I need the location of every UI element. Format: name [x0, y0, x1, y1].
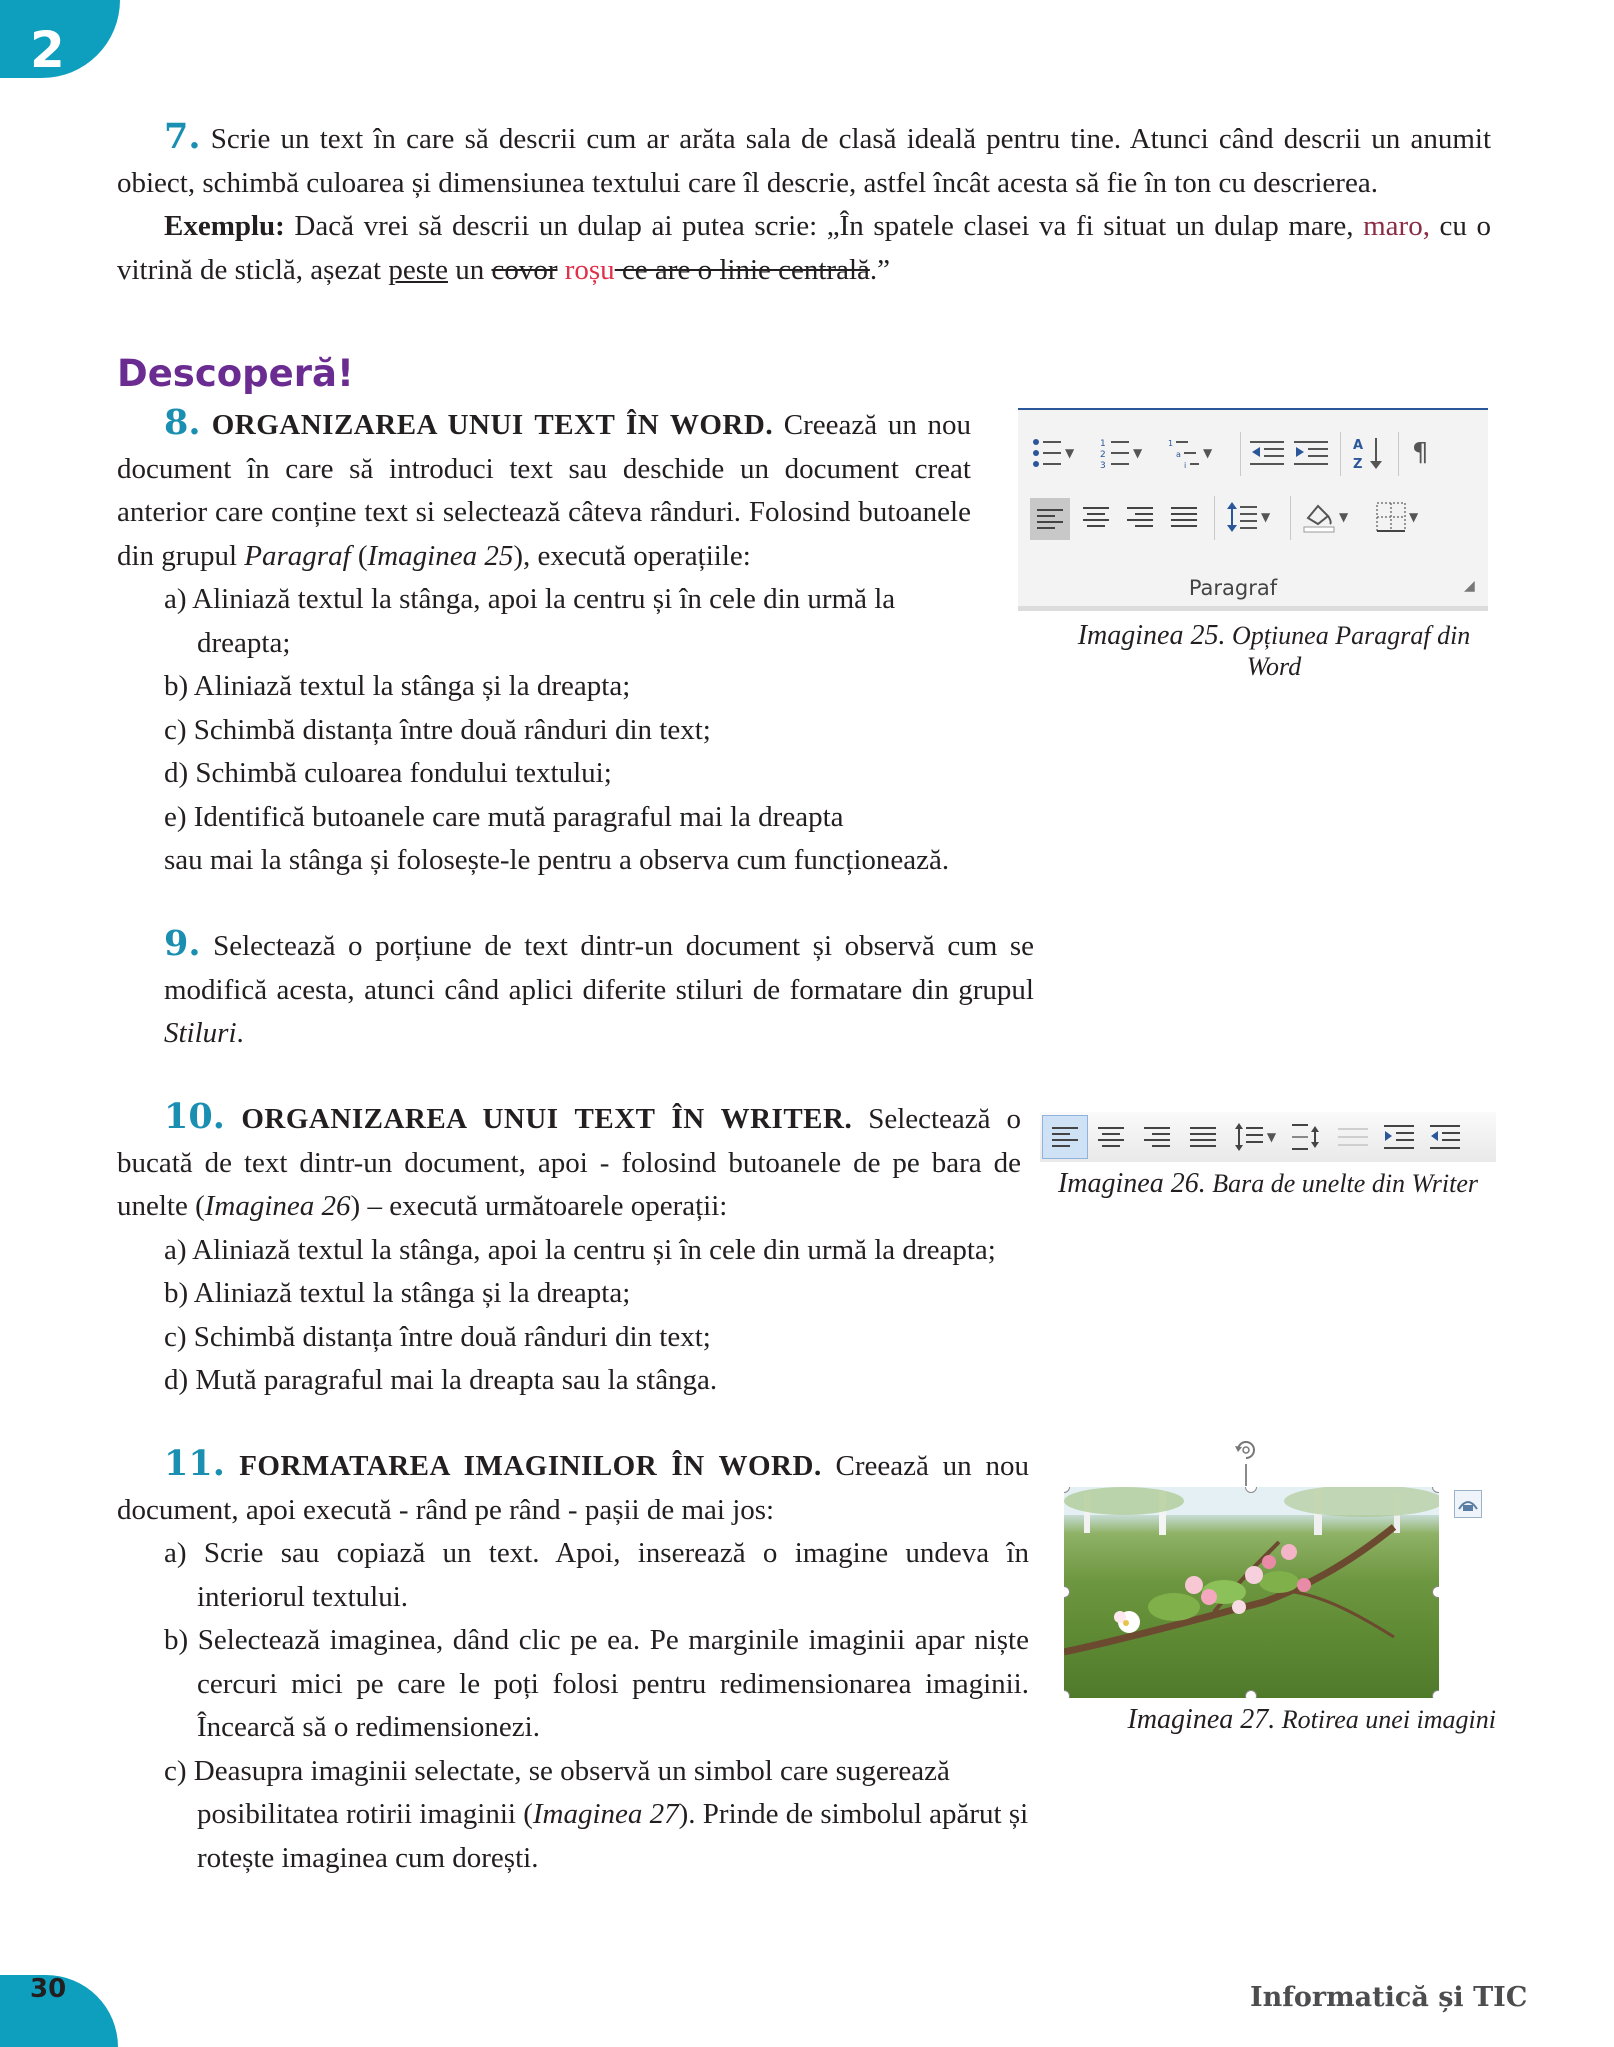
list-item: c) Schimbă distanța între două rânduri din text;: [164, 1320, 711, 1353]
svg-text:Z: Z: [1353, 457, 1363, 471]
shading-icon[interactable]: ▼: [1302, 498, 1348, 536]
list-item: [117, 1750, 1029, 1881]
chapter-number: 2: [30, 21, 65, 79]
resize-handle[interactable]: [1432, 1586, 1439, 1598]
exercise-text: (: [350, 539, 368, 572]
list-item-text: ). Prinde de simbolul apărut și rotește imaginea cum dorești.: [197, 1798, 1029, 1874]
exercise-text: Creează un nou document în care să introduci text sau deschide un document creat anterior care conține text si selectează câteva rânduri. Folosind butoanele din grupul: [117, 409, 972, 572]
align-center-icon[interactable]: [1088, 1116, 1134, 1158]
caption-text: din Word: [1246, 621, 1471, 681]
svg-text:3: 3: [1100, 461, 1106, 470]
word-paragraph-ribbon: [1018, 408, 1488, 611]
list-item: b) Aliniază textul la stânga și la dreapta;: [164, 670, 631, 702]
exercise-number: 8.: [164, 402, 201, 443]
writer-toolbar: [1040, 1112, 1496, 1162]
paragraph-spacing-disabled-icon: [1330, 1116, 1376, 1158]
align-right-icon[interactable]: [1122, 498, 1158, 536]
rotate-handle-line: [1245, 1464, 1247, 1486]
caption-label: Imaginea 25.: [1077, 620, 1226, 651]
list-item-text: c) Deasupra imaginii selectate, se observă un simbol care sugerează posibilitatea rotirii imaginii (: [164, 1754, 950, 1830]
align-left-icon[interactable]: [1042, 1115, 1088, 1159]
exercise-10: [117, 1095, 1021, 1403]
exercise-7-text: Scrie un text în care să descrii cum ar arăta sala de clasă ideală pentru tine. Atunci când descrii un anumit obiect, schimbă culoarea și dimensiunea textului care îl descrie, astfel încât acesta să fie în ton cu descrierea.: [117, 123, 1491, 199]
image-reference: Imaginea 26: [204, 1190, 351, 1222]
exercise-text: .: [236, 1017, 244, 1049]
ribbon-separator: [1240, 432, 1241, 476]
list-item: c) Schimbă distanța între două rânduri din text;: [164, 713, 711, 746]
caption-label: Imaginea 27.: [1127, 1704, 1276, 1735]
list-item: d) Mută paragraful mai la dreapta sau la stânga.: [164, 1364, 718, 1396]
figure-25-caption: [1060, 620, 1488, 682]
example-text: .”: [869, 253, 891, 286]
caption-text: Paragraf: [1335, 621, 1431, 650]
figure-27-caption: [1050, 1704, 1496, 1736]
example-colored-word: maro,: [1363, 210, 1430, 242]
list-item: a) Aliniază textul la stânga, apoi la centru și în cele din urmă la dreapta;: [164, 1233, 996, 1266]
example-text: Dacă vrei să descrii un dulap ai putea scrie: „În spatele clasei va fi situat un dulap mare,: [284, 210, 1364, 242]
exercise-9: [164, 922, 1034, 1056]
paragraph-spacing-icon[interactable]: [1284, 1116, 1330, 1158]
list-item: b) Aliniază textul la stânga și la dreapta;: [164, 1277, 631, 1309]
list-item: d) Schimbă culoarea fondului textului;: [164, 757, 612, 789]
image-reference: Imaginea 27: [532, 1798, 679, 1830]
increase-indent-icon[interactable]: [1376, 1116, 1422, 1158]
svg-text:1: 1: [1100, 439, 1106, 449]
discover-heading: Descoperă!: [117, 352, 354, 395]
exercise-title: FORMATAREA IMAGINILOR ÎN WORD.: [224, 1450, 822, 1482]
exercise-7-example: [117, 205, 1491, 292]
caption-text: Bara de unelte din Writer: [1205, 1169, 1478, 1198]
ribbon-separator: [1290, 496, 1291, 540]
exercise-number: 11.: [164, 1443, 225, 1484]
list-item: a) Scrie sau copiază un text. Apoi, inserează o imagine undeva în interiorul textului.: [164, 1537, 1029, 1613]
line-spacing-icon[interactable]: ▼: [1226, 498, 1270, 536]
exercise-number: 7.: [164, 116, 201, 157]
ribbon-group-label: Paragraf: [1188, 576, 1278, 600]
svg-text:A: A: [1353, 438, 1364, 453]
layout-options-icon[interactable]: [1454, 1490, 1482, 1518]
example-text: un: [447, 253, 492, 286]
rotate-handle-icon[interactable]: [1232, 1436, 1260, 1464]
image-reference: Imaginea 25: [367, 539, 514, 572]
ribbon-separator: [1340, 432, 1341, 476]
list-item: b) Selectează imaginea, dând clic pe ea. Pe marginile imaginii apar niște cercuri mici pe care le poți folosi pentru redimensionarea imaginii. Încearcă să o redimensionezi.: [164, 1624, 1029, 1743]
example-label: Exemplu:: [164, 210, 285, 242]
exercise-title: ORGANIZAREA UNUI TEXT ÎN WORD.: [200, 409, 774, 441]
exercise-11-intro: [117, 1442, 1029, 1532]
exercise-text: Creează un nou document, apoi execută - rând pe rând - pașii de mai jos:: [117, 1450, 1029, 1526]
exercise-8-intro: [117, 401, 971, 578]
figure-26-caption: [1040, 1168, 1496, 1200]
bullets-icon[interactable]: ▼: [1032, 434, 1074, 472]
sort-icon[interactable]: [1352, 434, 1386, 472]
caption-text: Rotirea unei imagini: [1275, 1705, 1496, 1734]
exercise-text: ) – execută următoarele operații:: [350, 1190, 728, 1222]
exercise-title: ORGANIZAREA UNUI TEXT ÎN WRITER.: [224, 1103, 853, 1135]
example-underlined-word: peste: [388, 253, 448, 286]
exercise-11: [117, 1442, 1029, 1880]
exercise-7-intro: [117, 115, 1491, 205]
exercise-text: Selectează o porțiune de text dintr-un document și observă cum se modifică acesta, atunci când aplici diferite stiluri de formatare din grupul: [164, 930, 1034, 1006]
numbering-icon[interactable]: 1 2 3 ▼: [1100, 439, 1143, 470]
align-center-icon[interactable]: [1078, 498, 1114, 536]
exercise-10-intro: [117, 1095, 1021, 1229]
list-item: sau mai la stânga și folosește-le pentru a observa cum funcționează.: [164, 844, 950, 876]
align-left-icon[interactable]: [1030, 498, 1070, 540]
decrease-indent-icon[interactable]: [1250, 434, 1284, 472]
justify-icon[interactable]: [1166, 498, 1202, 536]
svg-text:1: 1: [1168, 439, 1174, 448]
exercise-8: [117, 401, 971, 883]
exercise-text: Selectează o bucată de text dintr-un document, apoi - folosind butoanele de pe bara de unelte (: [117, 1103, 1022, 1222]
example-strike-text: ce are o linie centrală: [614, 253, 870, 286]
exercise-7: [117, 115, 1491, 292]
align-right-icon[interactable]: [1134, 1116, 1180, 1158]
exercise-text: ), execută operațiile:: [513, 539, 751, 572]
multilevel-list-icon[interactable]: 1 a i ▼: [1168, 439, 1213, 470]
exercise-number: 9.: [164, 923, 201, 964]
ribbon-separator: [1398, 432, 1399, 476]
exercise-italic: Paragraf: [244, 539, 351, 572]
example-text: cu o vitrină de sticlă, așezat: [117, 210, 1491, 286]
decrease-indent-icon[interactable]: [1422, 1116, 1468, 1158]
exercise-number: 10.: [164, 1096, 225, 1137]
book-title: Informatică și TIC: [1250, 1982, 1528, 2013]
increase-indent-icon[interactable]: [1294, 434, 1328, 472]
resize-handle[interactable]: [1245, 1690, 1257, 1698]
caption-label: Imaginea 26.: [1057, 1168, 1206, 1199]
page-number: 30: [30, 1974, 67, 2004]
resize-handle[interactable]: [1432, 1690, 1439, 1698]
borders-icon[interactable]: ▼: [1376, 498, 1418, 536]
caption-text: Opțiunea: [1225, 621, 1336, 650]
svg-text:i: i: [1184, 461, 1187, 470]
example-red-word: roșu: [564, 253, 615, 286]
list-item: a) Aliniază textul la stânga, apoi la centru și în cele din urmă la dreapta;: [164, 583, 896, 659]
svg-text:2: 2: [1100, 450, 1106, 460]
exercise-italic: Stiluri: [164, 1017, 237, 1049]
dialog-launcher-icon[interactable]: ◢: [1464, 578, 1475, 594]
example-strike-word: covor: [491, 253, 558, 286]
exercise-9-text: [164, 922, 1034, 1056]
line-spacing-icon[interactable]: ▼: [1226, 1116, 1284, 1158]
list-item: e) Identifică butoanele care mută paragraful mai la dreapta: [164, 800, 844, 833]
pilcrow-icon[interactable]: ¶: [1412, 438, 1429, 468]
svg-text:a: a: [1176, 450, 1181, 459]
ribbon-separator: [1214, 496, 1215, 540]
justify-icon[interactable]: [1180, 1116, 1226, 1158]
apple-blossom-photo[interactable]: [1064, 1487, 1439, 1698]
example-text: [557, 254, 564, 286]
